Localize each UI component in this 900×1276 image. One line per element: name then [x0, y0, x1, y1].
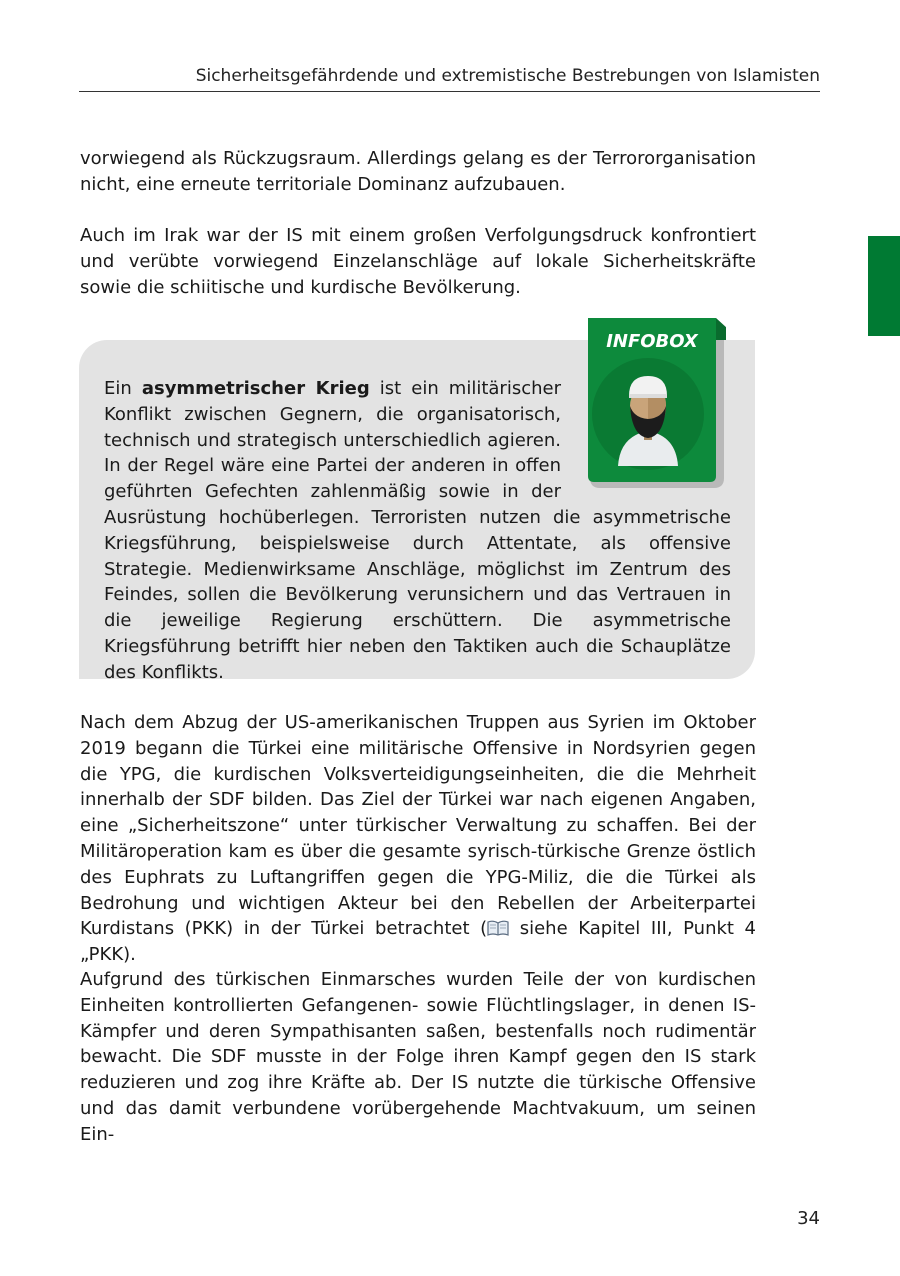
running-header: Sicherheitsgefährdende und extremistische Bestrebungen von Islamisten: [195, 66, 820, 86]
chapter-reference-link: siehe Kapitel III, Punkt 4 „PKK).: [80, 918, 757, 966]
paragraph-3-text: Nach dem Abzug der US-amerikanischen Truppen aus Syrien im Oktober 2019 begann die Türkei eine militärische Offensive in Nordsyrien gegen die YPG, die kurdischen Volksverteidigungseinheiten, die die Mehrheit innerhalb der SDF bilden. Das Ziel der Türkei war nach eigenen Angaben, eine „Sicherheitszone“ unter türkischer Verwaltung zu schaffen. Bei der Militäroperation kam es über die gesamte syrisch-türkische Grenze östlich des Euphrats zu Luftangriffen gegen die YPG-Miliz, die die Türkei als Bedrohung und wichtigen Akteur bei den Rebellen der Arbeiterpartei Kurdistans (PKK) in der Türkei betrachtet (: [80, 712, 756, 940]
paragraph-3: [80, 710, 756, 968]
paragraph-1: vorwiegend als Rückzugsraum. Allerdings gelang es der Terrororganisation nicht, eine erneute territoriale Dominanz aufzubauen.: [80, 148, 756, 195]
paragraph-2: Auch im Irak war der IS mit einem großen Verfolgungsdruck konfrontiert und verübte vorwiegend Einzelanschläge auf lokale Sicherheitskräfte sowie die schiitische und kurdische Bevölkerung.: [80, 225, 756, 298]
chapter-tab-marker: [868, 236, 900, 336]
infobox-text-body: ist ein militärischer Konflikt zwischen Gegnern, die organisatorisch, technisch und strategisch unterschiedlich agieren. In der Regel wäre eine Partei der anderen in offen geführten Gefechten zahlenmäßig sowie in der Ausrüstung hochüberlegen. Terroristen nutzen die asymmetrische Kriegsführung, beispielsweise durch Attentate, als offensive Strategie. Medienwirksame Anschläge, möglichst im Zentrum des Feindes, sollen die Bevölkerung verunsichern und das Vertrauen in die jeweilige Regierung erschüttern. Die asymmetrische Kriegsführung betrifft hier neben den Taktiken auch die Schauplätze des Konflikts.: [104, 378, 731, 683]
infobox-term: asymmetrischer Krieg: [141, 378, 370, 399]
infobox-badge-label: INFOBOX: [606, 331, 698, 352]
page-number: 34: [797, 1208, 820, 1229]
header-divider: [79, 91, 820, 92]
bearded-man-icon: [586, 318, 726, 490]
infobox-text-lead: Ein: [104, 378, 142, 399]
book-icon: [487, 920, 509, 936]
paragraph-4: Aufgrund des türkischen Einmarsches wurden Teile der von kurdischen Einheiten kontrollierten Gefangenen- sowie Flüchtlingslager, in denen IS-Kämpfer und deren Sympathisanten saßen, bestenfalls noch rudimentär bewacht. Die SDF musste in der Folge ihren Kampf gegen den IS stark reduzieren und zog ihre Kräfte ab. Der IS nutzte die türkische Offensive und das damit verbundene vorübergehende Machtvakuum, um seinen Ein-: [80, 969, 756, 1145]
